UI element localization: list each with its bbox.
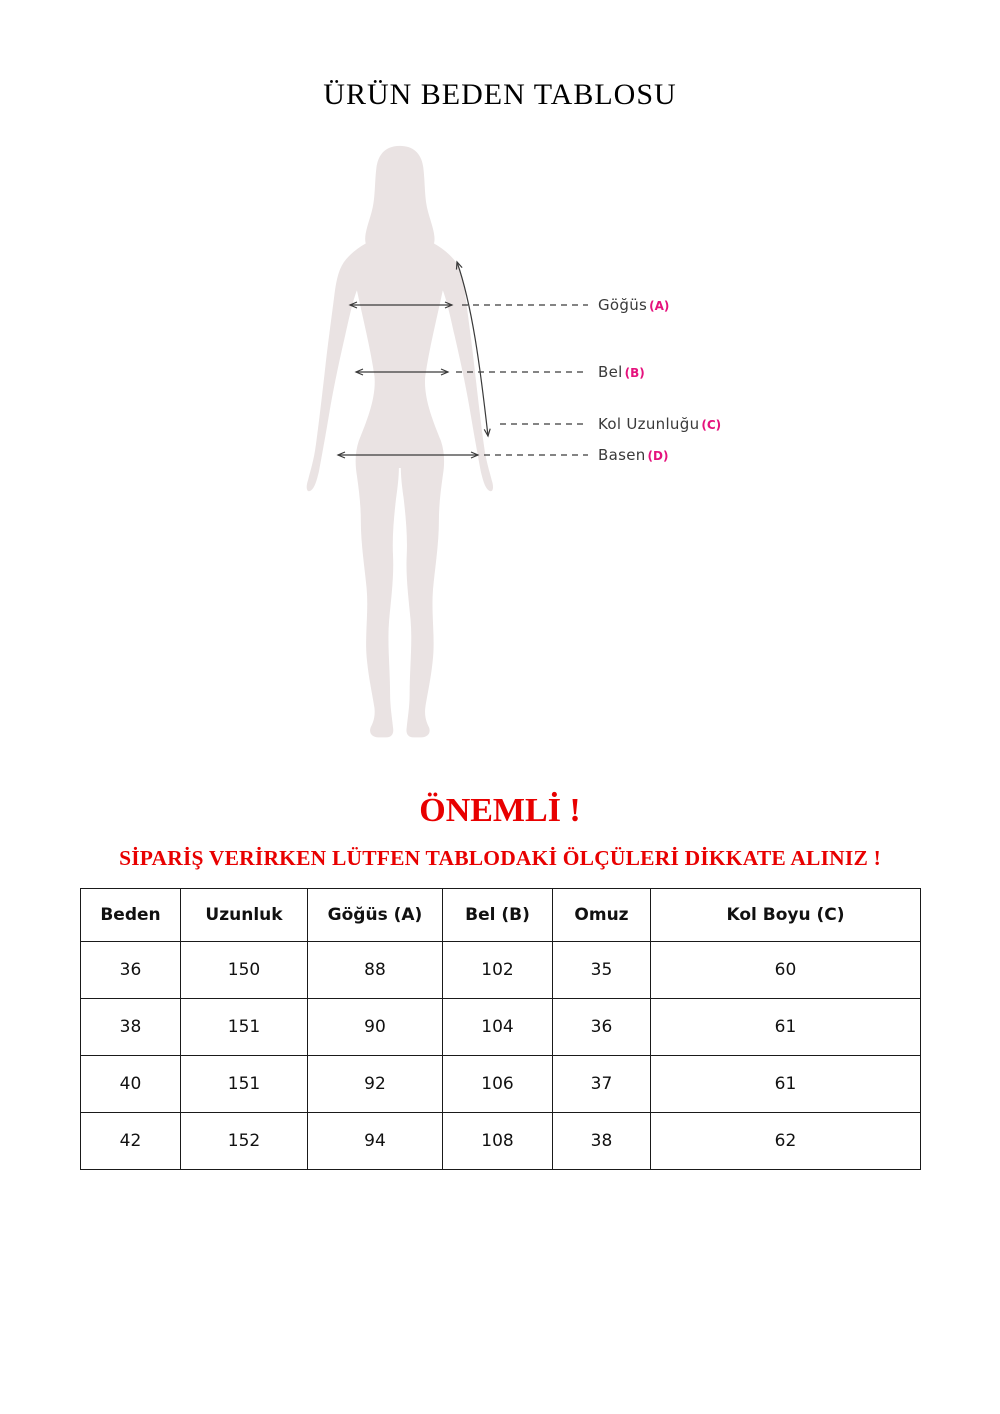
cell-omuz: 35: [553, 942, 651, 999]
cell-gogus: 88: [308, 942, 443, 999]
measure-label-sleeve: [598, 415, 721, 433]
cell-bel: 104: [443, 999, 553, 1056]
table-row: [81, 1056, 921, 1113]
cell-kol-boyu: 60: [651, 942, 921, 999]
table-row: [81, 942, 921, 999]
cell-kol-boyu: 61: [651, 1056, 921, 1113]
measure-label-hip: [598, 446, 668, 464]
measure-label-hip-text: Basen: [598, 446, 646, 464]
cell-omuz: 36: [553, 999, 651, 1056]
col-header-omuz: Omuz: [553, 889, 651, 942]
important-heading: ÖNEMLİ !: [419, 792, 581, 829]
measure-label-chest-text: Göğüs: [598, 296, 648, 314]
col-header-uzunluk: Uzunluk: [181, 889, 308, 942]
cell-uzunluk: 150: [181, 942, 308, 999]
page-title: ÜRÜN BEDEN TABLOSU: [323, 78, 677, 111]
cell-beden: 36: [81, 942, 181, 999]
cell-uzunluk: 152: [181, 1113, 308, 1170]
measure-label-waist-code: (B): [624, 366, 645, 380]
col-header-kol-boyu: Kol Boyu (C): [651, 889, 921, 942]
table-row: [81, 999, 921, 1056]
cell-gogus: 92: [308, 1056, 443, 1113]
cell-gogus: 90: [308, 999, 443, 1056]
cell-omuz: 37: [553, 1056, 651, 1113]
cell-uzunluk: 151: [181, 1056, 308, 1113]
measure-label-waist: [598, 363, 645, 381]
body-silhouette-shape: [307, 146, 493, 737]
cell-beden: 38: [81, 999, 181, 1056]
measure-label-hip-code: (D): [647, 449, 669, 463]
measure-label-sleeve-text: Kol Uzunluğu: [598, 415, 700, 433]
cell-beden: 42: [81, 1113, 181, 1170]
measure-label-chest: [598, 296, 669, 314]
size-table-header-row: [81, 889, 921, 942]
cell-kol-boyu: 62: [651, 1113, 921, 1170]
cell-bel: 102: [443, 942, 553, 999]
important-note: SİPARİŞ VERİRKEN LÜTFEN TABLODAKİ ÖLÇÜLERİ DİKKATE ALINIZ !: [119, 846, 881, 870]
body-silhouette: [307, 146, 493, 737]
measure-label-sleeve-code: (C): [701, 418, 722, 432]
measurement-diagram-canvas: [0, 140, 1000, 770]
col-header-beden: Beden: [81, 889, 181, 942]
col-header-gogus: Göğüs (A): [308, 889, 443, 942]
table-row: [81, 1113, 921, 1170]
cell-beden: 40: [81, 1056, 181, 1113]
cell-gogus: 94: [308, 1113, 443, 1170]
cell-uzunluk: 151: [181, 999, 308, 1056]
measure-label-chest-code: (A): [649, 299, 670, 313]
col-header-bel: Bel (B): [443, 889, 553, 942]
cell-kol-boyu: 61: [651, 999, 921, 1056]
measurement-diagram: [0, 140, 1000, 770]
cell-bel: 106: [443, 1056, 553, 1113]
measure-label-waist-text: Bel: [598, 363, 623, 381]
cell-bel: 108: [443, 1113, 553, 1170]
cell-omuz: 38: [553, 1113, 651, 1170]
size-table: [80, 888, 921, 1170]
